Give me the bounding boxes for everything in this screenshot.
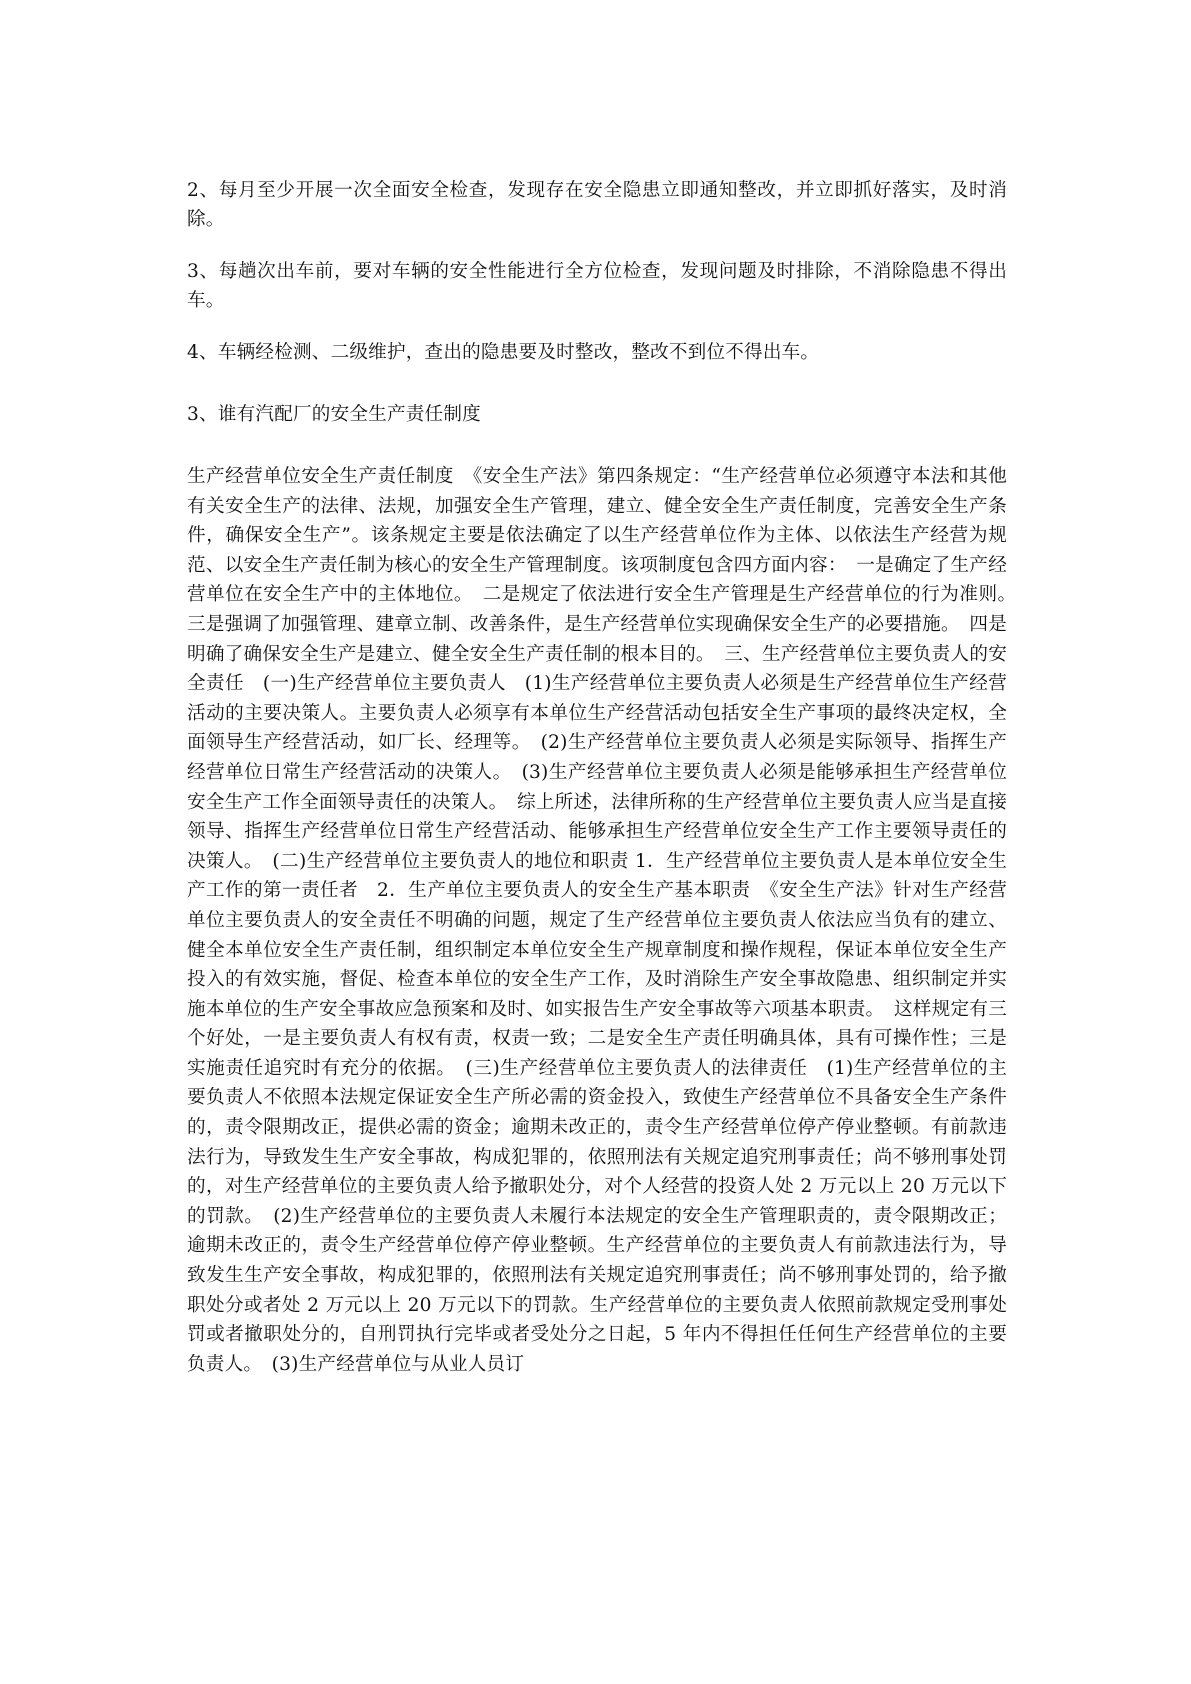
section-heading: 3、谁有汽配厂的安全生产责任制度 xyxy=(187,404,481,425)
paragraph-pre-trip-check: 3、每趟次出车前，要对车辆的安全性能进行全方位检查，发现问题及时排除，不消除隐患不得出车。 xyxy=(187,261,1007,311)
document-body xyxy=(187,176,1026,1379)
paragraph-inspection-monthly: 2、每月至少开展一次全面安全检查，发现存在安全隐患立即通知整改，并立即抓好落实，及时消除。 xyxy=(187,180,1007,230)
paragraph-vehicle-maintenance: 4、车辆经检测、二级维护，查出的隐患要及时整改，整改不到位不得出车。 xyxy=(187,342,820,363)
paragraph-responsibility-system: 生产经营单位安全生产责任制度 《安全生产法》第四条规定：“生产经营单位必须遵守本法和其他有关安全生产的法律、法规，加强安全生产管理，建立、健全安全生产责任制度，完善安全生产条件，确保安全生产”。该条规定主要是依法确定了以生产经营单位作为主体、以依法生产经营为规范、以安全生产责任制为核心的安全生产管理制度。该项制度包含四方面内容： 一是确定了生产经营单位在安全生产中的主体地位。 二是规定了依法进行安全生产管理是生产经营单位的行为准则。 三是强调了加强管理、建章立制、改善条件，是生产经营单位实现确保安全生产的必要措施。 四是明确了确保安全生产是建立、健全安全生产责任制的根本目的。 三、生产经营单位主要负责人的安全责任 (一)生产经营单位主要负责人 (1)生产经营单位主要负责人必须是生产经营单位生产经营活动的主要决策人。主要负责人必须享有本单位生产经营活动包括安全生产事项的最终决定权，全面领导生产经营活动，如厂长、经理等。 (2)生产经营单位主要负责人必须是实际领导、指挥生产经营单位日常生产经营活动的决策人。 (3)生产经营单位主要负责人必须是能够承担生产经营单位安全生产工作全面领导责任的决策人。 综上所述，法律所称的生产经营单位主要负责人应当是直接领导、指挥生产经营单位日常生产经营活动、能够承担生产经营单位安全生产工作主要领导责任的决策人。 (二)生产经营单位主要负责人的地位和职责 1．生产经营单位主要负责人是本单位安全生产工作的第一责任者 2．生产单位主要负责人的安全生产基本职责 《安全生产法》针对生产经营单位主要负责人的安全责任不明确的问题，规定了生产经营单位主要负责人依法应当负有的建立、健全本单位安全生产责任制，组织制定本单位安全生产规章制度和操作规程，保证本单位安全生产投入的有效实施，督促、检查本单位的安全生产工作，及时消除生产安全事故隐患、组织制定并实施本单位的生产安全事故应急预案和及时、如实报告生产安全事故等六项基本职责。 这样规定有三个好处，一是主要负责人有权有责，权责一致；二是安全生产责任明确具体，具有可操作性；三是实施责任追究时有充分的依据。 (三)生产经营单位主要负责人的法律责任 (1)生产经营单位的主要负责人不依照本法规定保证安全生产所必需的资金投入，致使生产经营单位不具备安全生产条件的，责令限期改正，提供必需的资金；逾期未改正的，责令生产经营单位停产停业整顿。有前款违法行为，导致发生生产安全事故，构成犯罪的，依照刑法有关规定追究刑事责任；尚不够刑事处罚的，对生产经营单位的主要负责人给予撤职处分，对个人经营的投资人处 2 万元以上 20 万元以下的罚款。 (2)生产经营单位的主要负责人未履行本法规定的安全生产管理职责的，责令限期改正；逾期未改正的，责令生产经营单位停产停业整顿。生产经营单位的主要负责人有前款违法行为，导致发生生产安全事故，构成犯罪的，依照刑法有关规定追究刑事责任；尚不够刑事处罚的，给予撤职处分或者处 2 万元以上 20 万元以下的罚款。生产经营单位的主要负责人依照前款规定受刑事处罚或者撤职处分的，自刑罚执行完毕或者受处分之日起，5 年内不得担任任何生产经营单位的主要负责人。 (3)生产经营单位与从业人员订 xyxy=(187,466,1026,1375)
